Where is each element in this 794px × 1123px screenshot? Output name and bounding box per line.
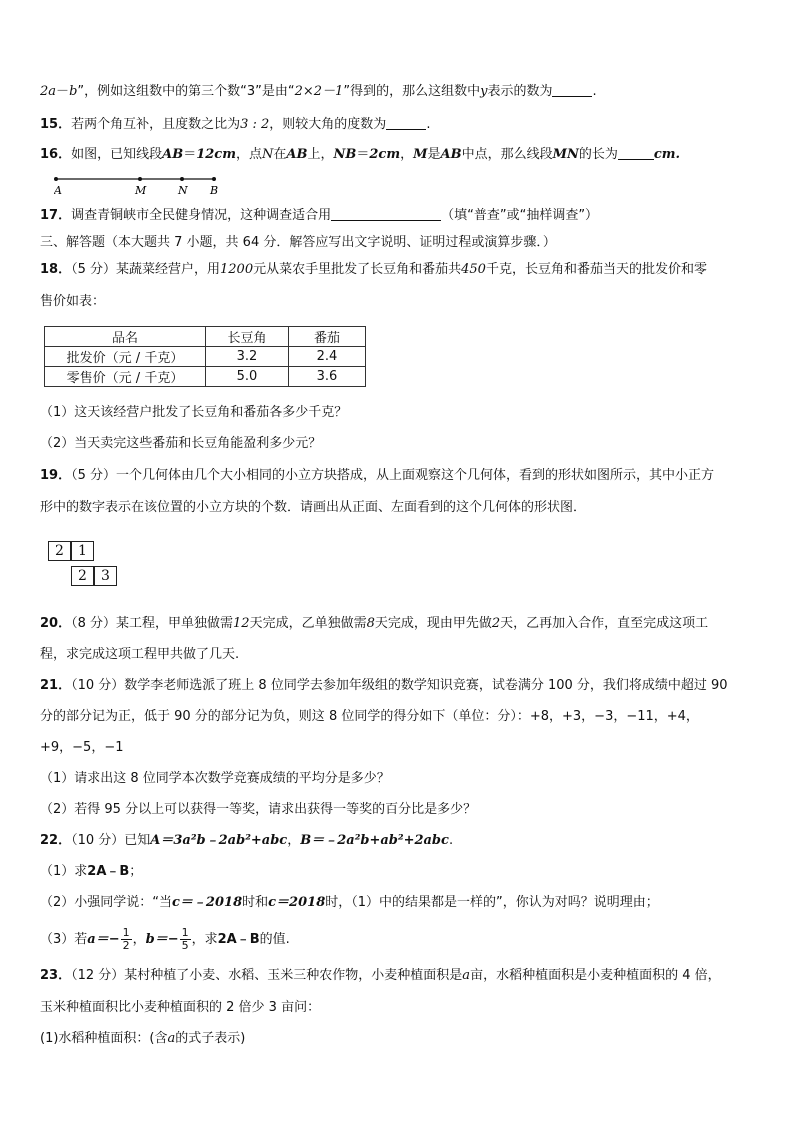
q18-sub1: （1）这天该经营户批发了长豆角和番茄各多少千克？ <box>40 405 348 420</box>
q14-answer-blank[interactable] <box>552 82 592 97</box>
q23-line2: 玉米种植面积比小麦种植面积的 2 倍少 3 亩问： <box>40 1000 321 1015</box>
table-cell: 2.4 <box>289 347 366 367</box>
q19-line2: 形中的数字表示在该位置的小立方块的个数．请画出从正面、左面看到的这个几何体的形状图． <box>40 500 587 515</box>
q22-sub1: （1）求2A﹣B； <box>40 864 143 879</box>
q15-text: 15．若两个角互补，且度数之比为3 : 2，则较大角的度数为 . <box>40 117 431 132</box>
table-row <box>45 347 366 367</box>
grid-cell: 1 <box>71 541 94 561</box>
q21-sub2: （2）若得 95 分以上可以获得一等奖，请求出获得一等奖的百分比是多少？ <box>40 802 477 817</box>
table-cell: 零售价（元 / 千克） <box>45 367 206 387</box>
q17-text: 17．调查青铜峡市全民健身情况，这种调查适合用 （填“普查”或“抽样调查”） <box>40 208 599 223</box>
fraction-one-fifth: $\frac{1}{5}$ <box>181 926 189 952</box>
q23-sub1: (1)水稻种植面积：(含a的式子表示) <box>40 1031 246 1046</box>
point-m-dot <box>138 177 142 181</box>
table-header-cell: 番茄 <box>289 327 366 347</box>
q18-line1: 18．（5 分）某蔬菜经营户，用1200元从菜农手里批发了长豆角和番茄共450千克，长豆角和番茄当天的批发价和零 <box>40 262 707 277</box>
q22-line1: 22．（10 分）已知A＝3a²b﹣2ab²+abc，B＝﹣2a²b+ab²+2abc. <box>40 833 454 848</box>
grid-cell: 2 <box>71 566 94 586</box>
point-a-dot <box>54 177 58 181</box>
section-heading: 三、解答题（本大题共 7 小题，共 64 分．解答应写出文字说明、证明过程或演算步骤．） <box>40 235 556 250</box>
q16-text: 16．如图，已知线段AB＝12cm，点N在AB上，NB＝2cm，M是AB中点，那么线段MN的长为 cm. <box>40 147 681 162</box>
point-n-label: N <box>178 184 188 197</box>
q15-answer-blank[interactable] <box>386 115 426 130</box>
price-table <box>44 326 366 387</box>
q20-line1: 20．（8 分）某工程，甲单独做需12天完成，乙单独做需8天完成，现由甲先做2天，乙再加入合作，直至完成这项工 <box>40 616 709 631</box>
q22-sub3: （3）若a＝− $\frac{1}{2}$ ，b＝− $\frac{1}{5}$ ，求2A﹣B的值. <box>40 926 290 952</box>
point-b-dot <box>212 177 216 181</box>
fraction-one-half: $\frac{1}{2}$ <box>122 926 130 952</box>
q18-sub2: （2）当天卖完这些番茄和长豆角能盈利多少元？ <box>40 436 322 451</box>
grid-cell: 2 <box>48 541 71 561</box>
table-cell: 3.2 <box>206 347 289 367</box>
q21-line1: 21．（10 分）数学李老师选派了班上 8 位同学去参加年级组的数学知识竞赛，试卷满分 100 分，我们将成绩中超过 90 <box>40 678 728 693</box>
table-header-cell: 品名 <box>45 327 206 347</box>
point-b-label: B <box>210 184 219 197</box>
q22-sub2: （2）小强同学说：“当c＝﹣2018时和c＝2018时，（1）中的结果都是一样的”，你认为对吗？说明理由； <box>40 895 659 910</box>
q16-answer-blank[interactable] <box>618 145 654 160</box>
point-m-label: M <box>135 184 147 197</box>
q21-line2: 分的部分记为正，低于 90 分的部分记为负，则这 8 位同学的得分如下（单位：分）：+8，+3，−3，−11，+4， <box>40 709 699 724</box>
q20-line2: 程，求完成这项工程甲共做了几天. <box>40 647 240 662</box>
table-header-cell: 长豆角 <box>206 327 289 347</box>
grid-cell: 3 <box>94 566 117 586</box>
table-cell: 3.6 <box>289 367 366 387</box>
q23-line1: 23．（12 分）某村种植了小麦、水稻、玉米三种农作物，小麦种植面积是a亩，水稻种植面积是小麦种植面积的 4 倍， <box>40 968 721 983</box>
point-n-dot <box>180 177 184 181</box>
segment-diagram <box>54 175 234 197</box>
q17-answer-blank[interactable] <box>331 206 441 221</box>
table-cell: 5.0 <box>206 367 289 387</box>
q19-line1: 19．（5 分）一个几何体由几个大小相同的小立方块搭成，从上面观察这个几何体，看到的形状如图所示，其中小正方 <box>40 468 715 483</box>
table-header-row <box>45 327 366 347</box>
q21-sub1: （1）请求出这 8 位同学本次数学竞赛成绩的平均分是多少？ <box>40 771 390 786</box>
table-row <box>45 367 366 387</box>
q18-line2: 售价如表： <box>40 294 106 309</box>
q14-text: 2a－b”，例如这组数中的第三个数“3”是由“2×2－1”得到的，那么这组数中y表示的数为 . <box>40 84 597 99</box>
point-a-label: A <box>54 184 62 197</box>
table-cell: 批发价（元 / 千克） <box>45 347 206 367</box>
q21-line3: +9，−5，−1 <box>40 740 124 755</box>
